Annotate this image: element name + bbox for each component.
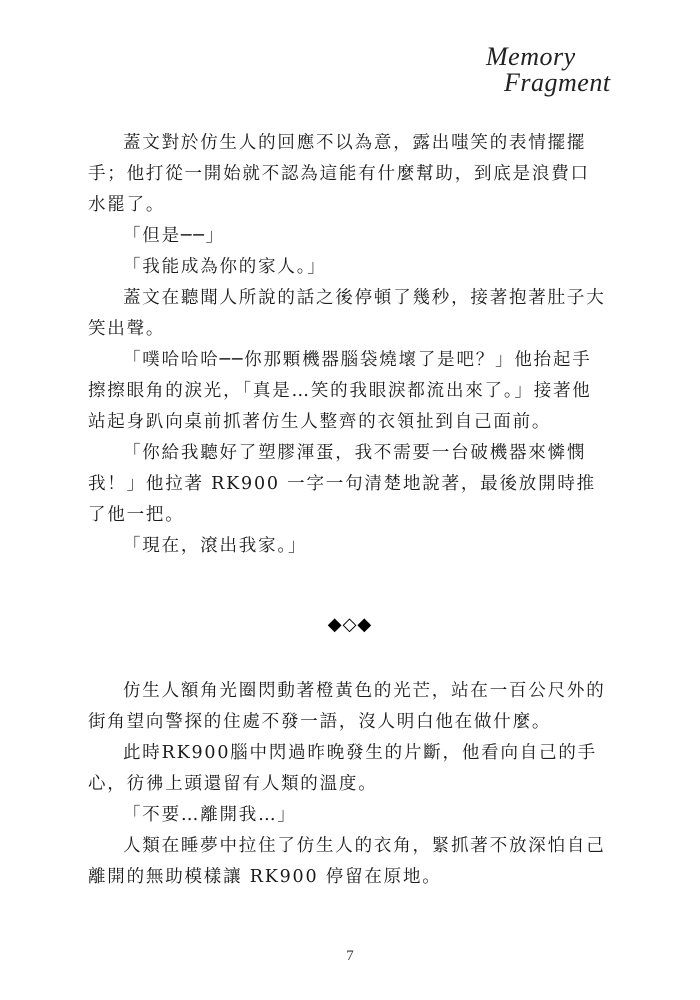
header-logo-line1: Memory (486, 42, 576, 71)
paragraph: 此時RK900腦中閃過昨晚發生的片斷，他看向自己的手心，彷彿上頭還留有人類的溫度。 (88, 743, 597, 794)
paragraph: 「噗哈哈哈──你那顆機器腦袋燒壞了是吧？」他抬起手擦擦眼角的淚光，「真是…笑的我眼淚都流出來了。」接著他站起身趴向桌前抓著仿生人整齊的衣領扯到自己面前。 (88, 350, 592, 432)
paragraph: 人類在睡夢中拉住了仿生人的衣角，緊抓著不放深怕自己離開的無助模樣讓 RK900 停留在原地。 (88, 836, 606, 887)
section-divider: ◆◇◆ (327, 614, 373, 635)
header-logo (462, 38, 612, 108)
section-1 (88, 128, 608, 562)
paragraph: 「我能成為你的家人。」 (123, 257, 327, 277)
paragraph: 「現在，滾出我家。」 (123, 536, 308, 556)
page-number: 7 (346, 948, 354, 964)
paragraph: 蓋文對於仿生人的回應不以為意，露出嗤笑的表情擺擺手；他打從一開始就不認為這能有什麼幫助，到底是浪費口水罷了。 (88, 133, 590, 215)
paragraph: 「你給我聽好了塑膠渾蛋，我不需要一台破機器來憐憫我！」他拉著 RK900 一字一句清楚地說著，最後放開時推了他一把。 (88, 443, 596, 525)
paragraph: 仿生人額角光圈閃動著橙黃色的光芒，站在一百公尺外的街角望向警探的住處不發一語，沒人明白他在做什麼。 (88, 681, 606, 732)
header-logo-line2: Fragment (504, 68, 611, 97)
section-2 (88, 676, 608, 893)
paragraph: 「但是──」 (123, 226, 225, 246)
paragraph: 蓋文在聽聞人所說的話之後停頓了幾秒，接著抱著肚子大笑出聲。 (88, 288, 606, 339)
paragraph: 「不要…離開我…」 (123, 805, 297, 825)
